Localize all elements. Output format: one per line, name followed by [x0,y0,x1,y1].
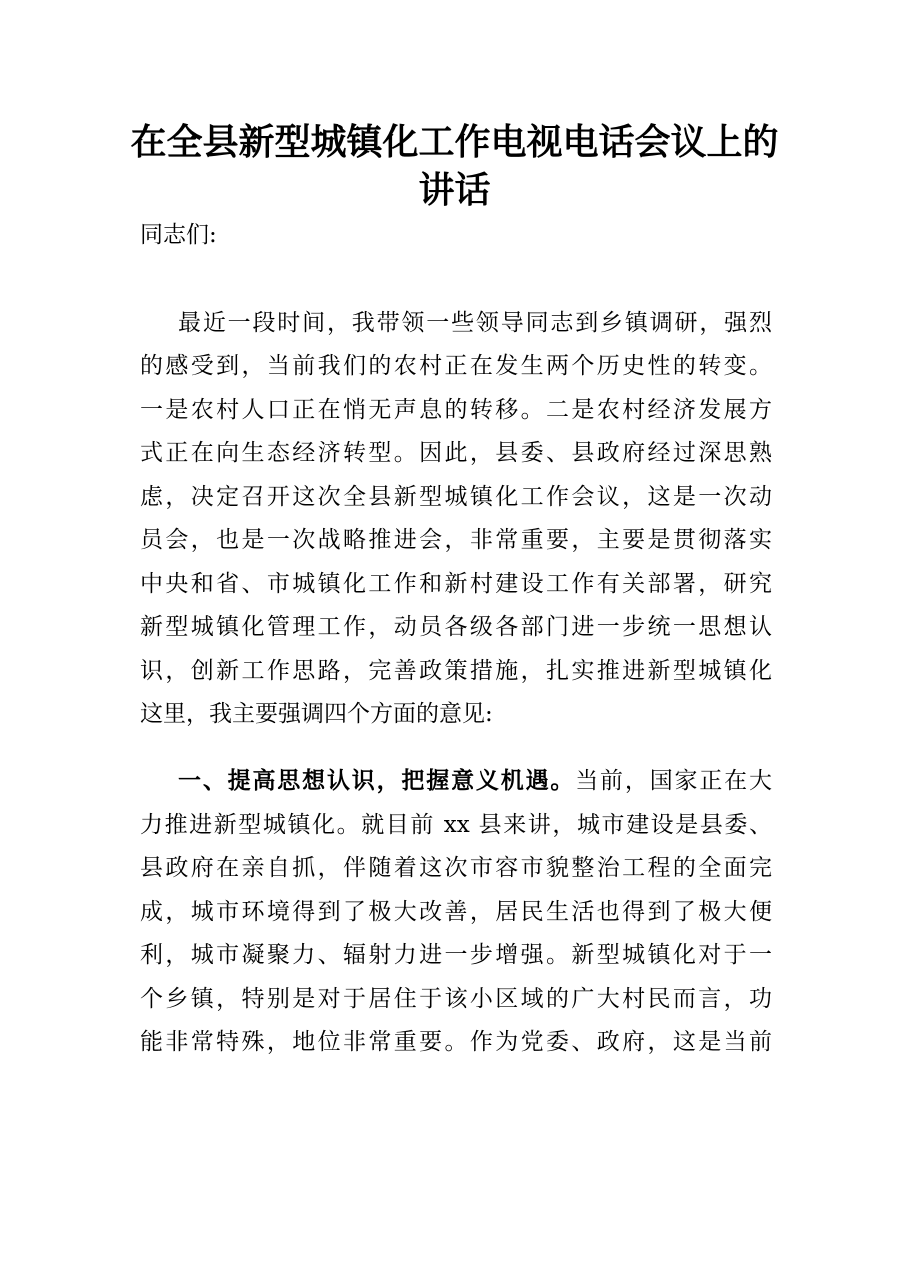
paragraph-2-first-line-rest: 当前，国家正在大 [575,768,773,794]
title-line-2: 讲话 [418,169,491,211]
paragraph-2-line: 县政府在亲自抓，伴随着这次市容市貌整治工程的全面完 [140,855,772,881]
paragraph-1-line: 员会，也是一次战略推进会，非常重要，主要是贯彻落实 [140,527,772,553]
paragraph-2-line: 能非常特殊，地位非常重要。作为党委、政府，这是当前 [140,1029,772,1055]
section-heading: 一、提高思想认识，把握意义机遇。 [178,767,576,794]
paragraph-2-line: 成，城市环境得到了极大改善，居民生活也得到了极大便 [140,899,772,925]
document-title [120,118,789,214]
paragraph-1-line: 中央和省、市城镇化工作和新村建设工作有关部署，研究 [140,571,772,597]
paragraph-2-line: 利，城市凝聚力、辐射力进一步增强。新型城镇化对于一 [140,942,772,968]
paragraph-1-line: 一是农村人口正在悄无声息的转移。二是农村经济发展方 [140,397,772,423]
paragraph-1-line: 的感受到，当前我们的农村正在发生两个历史性的转变。 [140,353,772,379]
paragraph-1-line: 新型城镇化管理工作，动员各级各部门进一步统一思想认 [140,614,772,640]
paragraph-2-line: 个乡镇，特别是对于居住于该小区域的广大村民而言，功 [140,986,772,1012]
paragraph-2-first-line [178,766,772,796]
paragraph-1-line: 这里，我主要强调四个方面的意见: [140,701,493,727]
paragraph-1-line: 最近一段时间，我带领一些领导同志到乡镇调研，强烈 [178,310,772,336]
paragraph-1-line: 识，创新工作思路，完善政策措施，扎实推进新型城镇化 [140,658,772,684]
paragraph-1-line: 虑，决定召开这次全县新型城镇化工作会议，这是一次动 [140,484,772,510]
paragraph-1-line: 式正在向生态经济转型。因此，县委、县政府经过深思熟 [140,440,772,466]
title-line-1: 在全县新型城镇化工作电视电话会议上的 [130,121,779,163]
paragraph-2-line: 力推进新型城镇化。就目前 xx 县来讲，城市建设是县委、 [140,812,772,838]
salutation: 同志们: [140,222,217,248]
